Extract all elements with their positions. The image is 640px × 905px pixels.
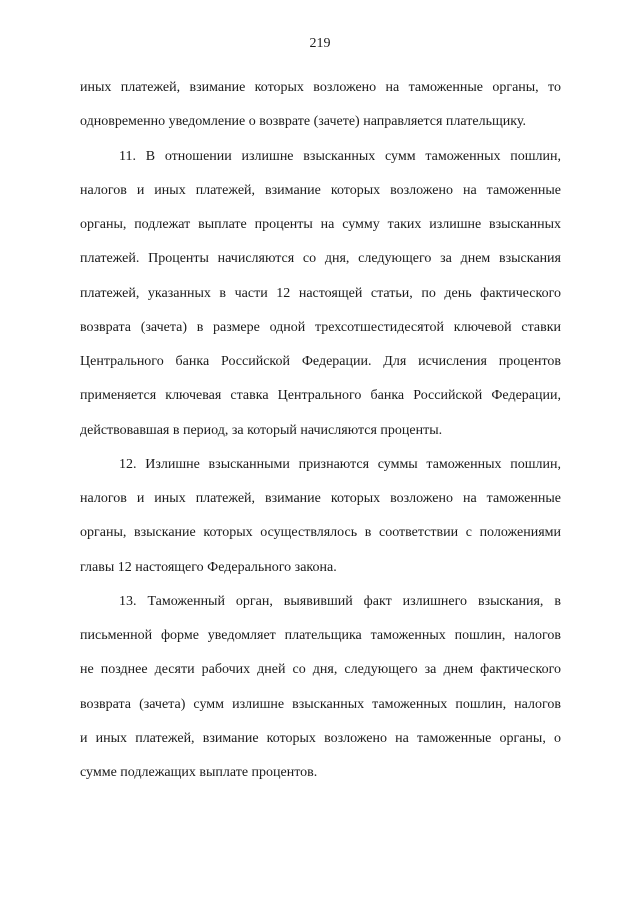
text-line: письменной форме уведомляет плательщика таможенных пошлин, налогов: [80, 628, 561, 643]
text-line: и иных платежей, взимание которых возложено на таможенные органы, о: [80, 730, 561, 746]
text-line: органы, взыскание которых осуществлялось в соответствии с положениями: [80, 525, 561, 541]
text-line: сумме подлежащих выплате процентов.: [80, 765, 318, 780]
page-number: 219: [309, 36, 331, 51]
paragraph-continuation: [80, 71, 561, 140]
text-line: главы 12 настоящего Федерального закона.: [80, 559, 337, 575]
text-line: применяется ключевая ставка Центрального банка Российской Федерации,: [80, 388, 561, 404]
text-line: 11. В отношении излишне взысканных сумм таможенных пошлин,: [119, 148, 561, 164]
document-body: [80, 71, 561, 790]
paragraph-13: [80, 585, 561, 791]
text-line: Центрального банка Российской Федерации. Для исчисления процентов: [80, 354, 561, 369]
text-line: действовавшая в период, за который начисляются проценты.: [80, 422, 443, 438]
text-line: 12. Излишне взысканными признаются суммы таможенных пошлин,: [119, 456, 561, 472]
text-line: налогов и иных платежей, взимание которых возложено на таможенные: [80, 491, 561, 506]
text-line: налогов и иных платежей, взимание которых возложено на таможенные: [80, 182, 561, 198]
text-line: 13. Таможенный орган, выявивший факт излишнего взыскания, в: [119, 593, 561, 609]
text-line: возврата (зачета) в размере одной трехсотшестидесятой ключевой ставки: [80, 319, 561, 335]
paragraph-11: [80, 140, 561, 448]
text-line: платежей. Проценты начисляются со дня, следующего за днем взыскания: [80, 251, 561, 267]
text-line: платежей, указанных в части 12 настоящей статьи, по день фактического: [80, 285, 561, 301]
text-line: не позднее десяти рабочих дней со дня, следующего за днем фактического: [80, 662, 561, 678]
text-line: возврата (зачета) сумм излишне взысканных таможенных пошлин, налогов: [80, 696, 561, 712]
text-line: одновременно уведомление о возврате (зачете) направляется плательщику.: [80, 114, 526, 130]
paragraph-12: [80, 448, 561, 585]
text-line: органы, подлежат выплате проценты на сумму таких излишне взысканных: [80, 217, 561, 232]
text-line: иных платежей, взимание которых возложено на таможенные органы, то: [80, 80, 561, 95]
